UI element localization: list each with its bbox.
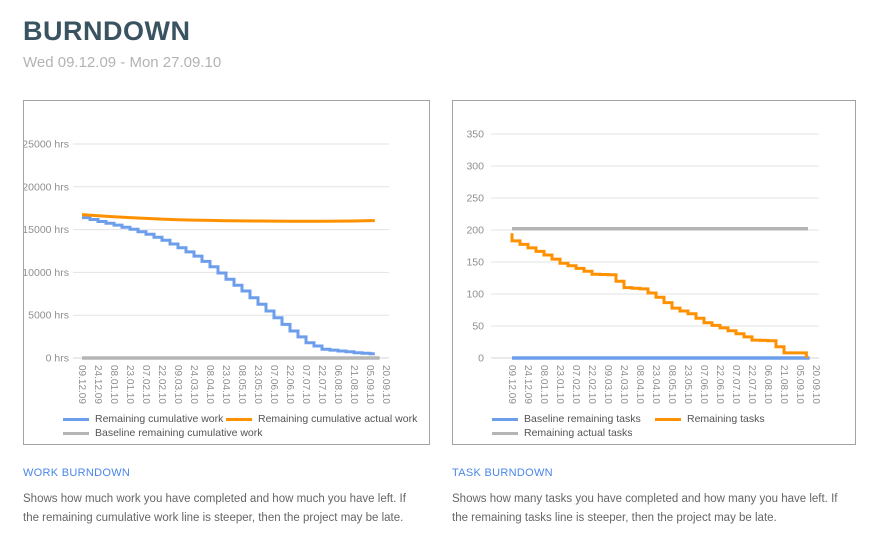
x-axis-label: 22.02.10	[586, 365, 597, 404]
y-axis-label: 100	[466, 288, 484, 301]
y-axis-label: 20000 hrs	[24, 181, 69, 194]
y-axis-label: 0	[478, 352, 484, 365]
work-burndown-panel	[23, 100, 430, 445]
x-axis-label: 23.04.10	[220, 365, 231, 404]
x-axis-label: 21.08.10	[348, 365, 359, 404]
x-axis-label: 07.02.10	[570, 365, 581, 404]
legend-label: Baseline remaining tasks	[524, 413, 641, 425]
x-axis-label: 08.05.10	[666, 365, 677, 404]
x-axis-label: 23.05.10	[252, 365, 263, 404]
x-axis-label: 09.03.10	[172, 365, 183, 404]
y-axis-label: 250	[466, 192, 484, 205]
x-axis-label: 07.07.10	[730, 365, 741, 404]
page-title: BURNDOWN	[23, 16, 191, 46]
date-range: Wed 09.12.09 - Mon 27.09.10	[23, 54, 222, 71]
y-axis-label: 5000 hrs	[28, 309, 69, 322]
legend-swatch-icon	[63, 432, 89, 435]
y-axis-label: 150	[466, 256, 484, 269]
x-axis-label: 23.01.10	[124, 365, 135, 404]
legend-item	[63, 413, 226, 425]
y-axis-label: 0 hrs	[45, 352, 69, 365]
legend-item	[655, 413, 849, 425]
x-axis-label: 20.09.10	[810, 365, 821, 404]
work-burndown-heading[interactable]: WORK BURNDOWN	[23, 467, 131, 479]
legend-item	[63, 427, 263, 439]
x-axis-label: 23.04.10	[650, 365, 661, 404]
task-burndown-description: Shows how many tasks you have completed and how many you have left. If the remaining tasks line is steeper, then the project may be late.	[452, 493, 838, 524]
legend-label: Remaining cumulative actual work	[258, 413, 418, 425]
y-axis-label: 25000 hrs	[24, 138, 69, 151]
x-axis-label: 07.06.10	[698, 365, 709, 404]
x-axis-label: 21.08.10	[778, 365, 789, 404]
legend-swatch-icon	[63, 418, 89, 421]
x-axis-label: 09.12.09	[76, 365, 87, 404]
work-burndown-svg	[24, 101, 429, 413]
x-axis-label: 22.07.10	[316, 365, 327, 404]
x-axis-label: 23.05.10	[682, 365, 693, 404]
y-axis-label: 300	[466, 160, 484, 173]
x-axis-label: 05.09.10	[364, 365, 375, 404]
x-axis-label: 08.04.10	[204, 365, 215, 404]
legend-item	[492, 427, 655, 439]
task-burndown-heading[interactable]: TASK BURNDOWN	[452, 467, 553, 479]
y-axis-label: 15000 hrs	[24, 224, 69, 237]
series-line-1	[82, 215, 375, 222]
x-axis-label: 08.01.10	[108, 365, 119, 404]
x-axis-label: 24.03.10	[188, 365, 199, 404]
x-axis-label: 24.12.09	[92, 365, 103, 404]
series-line-1	[512, 233, 806, 358]
legend-swatch-icon	[492, 432, 518, 435]
x-axis-label: 08.01.10	[538, 365, 549, 404]
x-axis-label: 07.06.10	[268, 365, 279, 404]
legend-swatch-icon	[492, 418, 518, 421]
legend-row	[492, 412, 849, 426]
task-burndown-panel	[452, 100, 856, 445]
x-axis-label: 24.12.09	[522, 365, 533, 404]
legend-swatch-icon	[655, 418, 681, 421]
legend-label: Remaining actual tasks	[524, 427, 633, 439]
x-axis-label: 07.07.10	[300, 365, 311, 404]
legend-label: Baseline remaining cumulative work	[95, 427, 263, 439]
task-burndown-section	[452, 463, 856, 528]
task-burndown-legend	[492, 412, 849, 440]
x-axis-label: 06.08.10	[332, 365, 343, 404]
legend-label: Remaining tasks	[687, 413, 765, 425]
burndown-report-page	[23, 0, 866, 524]
work-burndown-section	[23, 463, 430, 528]
legend-row	[63, 412, 423, 426]
charts-row	[23, 100, 856, 445]
x-axis-label: 08.05.10	[236, 365, 247, 404]
x-axis-label: 22.02.10	[156, 365, 167, 404]
task-burndown-svg	[453, 101, 855, 413]
task-burndown-chart	[453, 101, 855, 418]
x-axis-label: 22.06.10	[714, 365, 725, 404]
x-axis-label: 06.08.10	[762, 365, 773, 404]
x-axis-label: 09.03.10	[602, 365, 613, 404]
x-axis-label: 08.04.10	[634, 365, 645, 404]
x-axis-label: 22.06.10	[284, 365, 295, 404]
x-axis-label: 22.07.10	[746, 365, 757, 404]
work-burndown-legend	[63, 412, 423, 440]
legend-item	[226, 413, 423, 425]
legend-row	[63, 426, 423, 440]
x-axis-label: 24.03.10	[618, 365, 629, 404]
work-burndown-chart	[24, 101, 429, 418]
x-axis-label: 07.02.10	[140, 365, 151, 404]
legend-item	[492, 413, 655, 425]
legend-swatch-icon	[226, 418, 252, 421]
descriptions-row	[23, 463, 856, 528]
x-axis-label: 05.09.10	[794, 365, 805, 404]
y-axis-label: 10000 hrs	[24, 266, 69, 279]
legend-row	[492, 426, 849, 440]
y-axis-label: 50	[472, 320, 484, 333]
y-axis-label: 200	[466, 224, 484, 237]
legend-label: Remaining cumulative work	[95, 413, 224, 425]
x-axis-label: 20.09.10	[380, 365, 391, 404]
series-line-0	[82, 218, 375, 354]
x-axis-label: 09.12.09	[506, 365, 517, 404]
work-burndown-description: Shows how much work you have completed and how much you have left. If the remaining cumulative work line is steeper, then the project may be late.	[23, 493, 406, 524]
x-axis-label: 23.01.10	[554, 365, 565, 404]
y-axis-label: 350	[466, 128, 484, 141]
